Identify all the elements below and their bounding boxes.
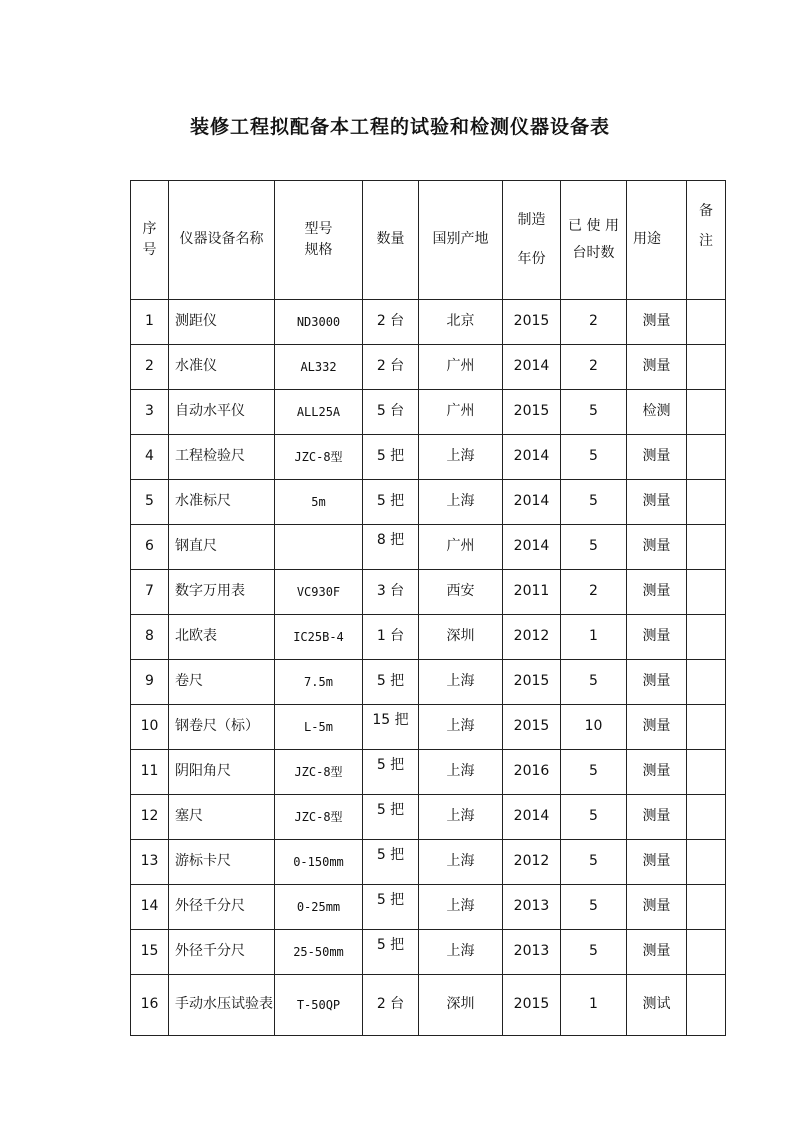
cell-year: 2015 bbox=[503, 975, 561, 1036]
cell-qty bbox=[363, 750, 419, 795]
cell-qty: 5 把 bbox=[363, 480, 419, 525]
header-use: 用途 bbox=[627, 181, 687, 300]
cell-model: T-50QP bbox=[275, 975, 363, 1036]
cell-qty-text: 5 把 bbox=[376, 757, 405, 774]
cell-use: 测量 bbox=[627, 795, 687, 840]
cell-hours: 1 bbox=[561, 975, 627, 1036]
cell-note bbox=[687, 345, 726, 390]
cell-use: 测量 bbox=[627, 480, 687, 525]
header-hours bbox=[561, 181, 627, 300]
cell-note bbox=[687, 390, 726, 435]
header-note-line1: 备 bbox=[699, 203, 713, 219]
table-row bbox=[131, 345, 726, 390]
cell-name: 塞尺 bbox=[169, 795, 275, 840]
cell-use: 测量 bbox=[627, 435, 687, 480]
cell-note bbox=[687, 615, 726, 660]
table-row bbox=[131, 480, 726, 525]
cell-note bbox=[687, 885, 726, 930]
cell-qty-text: 5 把 bbox=[376, 847, 405, 864]
cell-year: 2014 bbox=[503, 480, 561, 525]
cell-qty-text: 5 把 bbox=[376, 937, 405, 954]
cell-model bbox=[275, 525, 363, 570]
cell-origin: 西安 bbox=[419, 570, 503, 615]
cell-model: ND3000 bbox=[275, 300, 363, 345]
cell-no: 13 bbox=[131, 840, 169, 885]
cell-qty: 2 台 bbox=[363, 345, 419, 390]
cell-name: 外径千分尺 bbox=[169, 930, 275, 975]
cell-qty: 5 把 bbox=[363, 660, 419, 705]
cell-name: 阴阳角尺 bbox=[169, 750, 275, 795]
cell-model: JZC-8型 bbox=[275, 435, 363, 480]
header-qty: 数量 bbox=[363, 181, 419, 300]
header-seq-line1: 序 bbox=[142, 220, 157, 237]
cell-hours: 5 bbox=[561, 480, 627, 525]
cell-origin: 广州 bbox=[419, 345, 503, 390]
cell-qty bbox=[363, 795, 419, 840]
cell-hours: 5 bbox=[561, 840, 627, 885]
cell-qty: 1 台 bbox=[363, 615, 419, 660]
cell-hours: 2 bbox=[561, 300, 627, 345]
cell-qty bbox=[363, 840, 419, 885]
cell-model: 25-50mm bbox=[275, 930, 363, 975]
cell-year: 2012 bbox=[503, 840, 561, 885]
cell-year: 2015 bbox=[503, 705, 561, 750]
cell-origin: 上海 bbox=[419, 750, 503, 795]
table-row bbox=[131, 435, 726, 480]
cell-hours: 5 bbox=[561, 885, 627, 930]
cell-hours: 5 bbox=[561, 525, 627, 570]
cell-origin: 上海 bbox=[419, 705, 503, 750]
cell-note bbox=[687, 930, 726, 975]
cell-use: 测试 bbox=[627, 975, 687, 1036]
cell-hours: 2 bbox=[561, 345, 627, 390]
cell-no: 15 bbox=[131, 930, 169, 975]
cell-model: 0-25mm bbox=[275, 885, 363, 930]
header-year-line2: 年份 bbox=[517, 251, 546, 267]
cell-hours: 5 bbox=[561, 660, 627, 705]
table-header-row bbox=[131, 181, 726, 300]
cell-no: 9 bbox=[131, 660, 169, 705]
cell-use: 测量 bbox=[627, 525, 687, 570]
header-seq-line2: 号 bbox=[142, 242, 157, 258]
cell-name: 游标卡尺 bbox=[169, 840, 275, 885]
cell-qty-text: 5 把 bbox=[376, 802, 405, 819]
table-row bbox=[131, 930, 726, 975]
cell-no: 4 bbox=[131, 435, 169, 480]
header-model-line2: 规格 bbox=[304, 242, 333, 258]
table-row bbox=[131, 300, 726, 345]
header-note-line2: 注 bbox=[699, 232, 713, 249]
cell-use: 测量 bbox=[627, 930, 687, 975]
cell-no: 12 bbox=[131, 795, 169, 840]
cell-note bbox=[687, 750, 726, 795]
cell-year: 2014 bbox=[503, 345, 561, 390]
cell-model: IC25B-4 bbox=[275, 615, 363, 660]
cell-qty: 3 台 bbox=[363, 570, 419, 615]
cell-qty: 5 把 bbox=[363, 435, 419, 480]
cell-note bbox=[687, 300, 726, 345]
cell-name: 水准标尺 bbox=[169, 480, 275, 525]
table-row bbox=[131, 750, 726, 795]
header-hours-line2: 台时数 bbox=[572, 245, 615, 261]
cell-year: 2011 bbox=[503, 570, 561, 615]
cell-use: 测量 bbox=[627, 570, 687, 615]
cell-note bbox=[687, 975, 726, 1036]
cell-no: 11 bbox=[131, 750, 169, 795]
cell-qty: 2 台 bbox=[363, 300, 419, 345]
cell-note bbox=[687, 660, 726, 705]
cell-year: 2015 bbox=[503, 390, 561, 435]
header-origin: 国别产地 bbox=[419, 181, 503, 300]
header-hours-line1: 已 使 用 bbox=[568, 217, 619, 234]
cell-no: 16 bbox=[131, 975, 169, 1036]
cell-no: 1 bbox=[131, 300, 169, 345]
header-year bbox=[503, 181, 561, 300]
cell-hours: 5 bbox=[561, 795, 627, 840]
cell-name: 水准仪 bbox=[169, 345, 275, 390]
cell-year: 2012 bbox=[503, 615, 561, 660]
header-seq bbox=[131, 181, 169, 300]
cell-use: 测量 bbox=[627, 300, 687, 345]
header-model bbox=[275, 181, 363, 300]
cell-name: 自动水平仪 bbox=[169, 390, 275, 435]
cell-note bbox=[687, 480, 726, 525]
cell-note bbox=[687, 570, 726, 615]
cell-year: 2014 bbox=[503, 525, 561, 570]
cell-name: 钢卷尺（标） bbox=[169, 705, 275, 750]
cell-use: 测量 bbox=[627, 750, 687, 795]
cell-no: 3 bbox=[131, 390, 169, 435]
cell-no: 14 bbox=[131, 885, 169, 930]
cell-qty bbox=[363, 705, 419, 750]
cell-origin: 上海 bbox=[419, 435, 503, 480]
header-note bbox=[687, 181, 726, 300]
cell-model: ALL25A bbox=[275, 390, 363, 435]
cell-hours: 5 bbox=[561, 750, 627, 795]
header-year-line1: 制造 bbox=[517, 211, 546, 228]
cell-origin: 上海 bbox=[419, 795, 503, 840]
cell-origin: 上海 bbox=[419, 930, 503, 975]
cell-use: 测量 bbox=[627, 660, 687, 705]
table-row bbox=[131, 705, 726, 750]
cell-model: JZC-8型 bbox=[275, 750, 363, 795]
cell-model: AL332 bbox=[275, 345, 363, 390]
cell-model: 5m bbox=[275, 480, 363, 525]
cell-use: 测量 bbox=[627, 885, 687, 930]
cell-hours: 2 bbox=[561, 570, 627, 615]
cell-qty: 2 台 bbox=[363, 975, 419, 1036]
cell-model: 7.5m bbox=[275, 660, 363, 705]
cell-use: 测量 bbox=[627, 615, 687, 660]
cell-year: 2015 bbox=[503, 300, 561, 345]
table-row bbox=[131, 885, 726, 930]
cell-qty-text: 8 把 bbox=[376, 532, 405, 549]
cell-qty: 5 台 bbox=[363, 390, 419, 435]
cell-model: VC930F bbox=[275, 570, 363, 615]
cell-qty bbox=[363, 885, 419, 930]
cell-origin: 上海 bbox=[419, 885, 503, 930]
cell-model: L-5m bbox=[275, 705, 363, 750]
cell-no: 2 bbox=[131, 345, 169, 390]
cell-hours: 1 bbox=[561, 615, 627, 660]
cell-name: 卷尺 bbox=[169, 660, 275, 705]
cell-hours: 5 bbox=[561, 930, 627, 975]
table-row bbox=[131, 570, 726, 615]
cell-name: 工程检验尺 bbox=[169, 435, 275, 480]
cell-name: 北欧表 bbox=[169, 615, 275, 660]
cell-note bbox=[687, 795, 726, 840]
cell-origin: 上海 bbox=[419, 660, 503, 705]
cell-use: 测量 bbox=[627, 705, 687, 750]
table-row bbox=[131, 525, 726, 570]
header-model-line1: 型号 bbox=[304, 220, 333, 237]
cell-note bbox=[687, 840, 726, 885]
cell-no: 6 bbox=[131, 525, 169, 570]
cell-no: 10 bbox=[131, 705, 169, 750]
cell-use: 测量 bbox=[627, 840, 687, 885]
cell-model: 0-150mm bbox=[275, 840, 363, 885]
cell-hours: 5 bbox=[561, 435, 627, 480]
cell-origin: 广州 bbox=[419, 390, 503, 435]
cell-year: 2016 bbox=[503, 750, 561, 795]
cell-no: 7 bbox=[131, 570, 169, 615]
cell-note bbox=[687, 525, 726, 570]
cell-note bbox=[687, 705, 726, 750]
cell-qty-text: 5 把 bbox=[376, 892, 405, 909]
page-title: 装修工程拟配备本工程的试验和检测仪器设备表 bbox=[189, 116, 610, 138]
cell-qty bbox=[363, 930, 419, 975]
cell-use: 检测 bbox=[627, 390, 687, 435]
cell-hours: 10 bbox=[561, 705, 627, 750]
table-row bbox=[131, 975, 726, 1036]
cell-qty-text: 15 把 bbox=[372, 712, 409, 729]
header-name: 仪器设备名称 bbox=[169, 181, 275, 300]
cell-hours: 5 bbox=[561, 390, 627, 435]
cell-origin: 上海 bbox=[419, 840, 503, 885]
table-row bbox=[131, 795, 726, 840]
equipment-table bbox=[130, 180, 726, 1036]
cell-origin: 深圳 bbox=[419, 975, 503, 1036]
cell-no: 5 bbox=[131, 480, 169, 525]
cell-year: 2013 bbox=[503, 930, 561, 975]
cell-qty bbox=[363, 525, 419, 570]
cell-model: JZC-8型 bbox=[275, 795, 363, 840]
cell-year: 2014 bbox=[503, 435, 561, 480]
cell-origin: 上海 bbox=[419, 480, 503, 525]
cell-name: 外径千分尺 bbox=[169, 885, 275, 930]
cell-origin: 广州 bbox=[419, 525, 503, 570]
cell-name: 手动水压试验表 bbox=[169, 975, 275, 1036]
cell-name: 测距仪 bbox=[169, 300, 275, 345]
cell-year: 2015 bbox=[503, 660, 561, 705]
cell-name: 数字万用表 bbox=[169, 570, 275, 615]
cell-origin: 北京 bbox=[419, 300, 503, 345]
cell-no: 8 bbox=[131, 615, 169, 660]
cell-name: 钢直尺 bbox=[169, 525, 275, 570]
table-row bbox=[131, 660, 726, 705]
table-row bbox=[131, 840, 726, 885]
cell-origin: 深圳 bbox=[419, 615, 503, 660]
cell-use: 测量 bbox=[627, 345, 687, 390]
cell-year: 2013 bbox=[503, 885, 561, 930]
cell-year: 2014 bbox=[503, 795, 561, 840]
table-row bbox=[131, 390, 726, 435]
cell-note bbox=[687, 435, 726, 480]
table-row bbox=[131, 615, 726, 660]
